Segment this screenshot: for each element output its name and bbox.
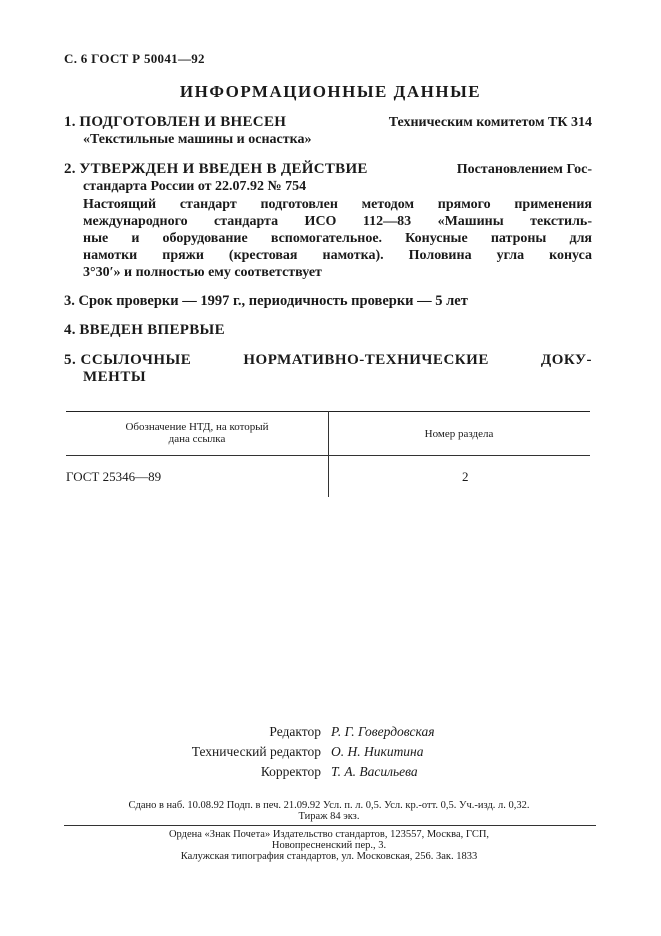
item-1-number: 1. [64, 114, 76, 130]
page-header: С. 6 ГОСТ Р 50041—92 [64, 51, 205, 66]
item-2-para-line-3: ные и оборудование вспомогательное. Конусные патроны для [83, 231, 592, 246]
item-2-para-line-2: международного стандарта ИСО 112—83 «Машины текстиль- [83, 214, 592, 229]
item-5-number: 5. [64, 352, 77, 368]
imprint-line-3: Ордена «Знак Почета» Издательство стандартов, 123557, Москва, ГСП, [168, 829, 490, 840]
credit-role-editor: Редактор [269, 724, 321, 739]
credit-role-tech-editor: Технический редактор [191, 744, 321, 759]
item-2 [64, 161, 592, 281]
imprint-line-5: Калужская типография стандартов, ул. Московская, 256. Зак. 1833 [180, 851, 478, 862]
credit-name-proofreader: Т. А. Васильева [331, 764, 418, 779]
item-2-paragraph [64, 196, 592, 281]
credit-name-editor: Р. Г. Говердовская [331, 724, 435, 739]
imprint-line-2: Тираж 84 экз. [298, 811, 360, 822]
item-5-line2: МЕНТЫ [83, 369, 147, 385]
item-1 [64, 114, 592, 148]
credit-name-tech-editor: О. Н. Никитина [331, 744, 424, 759]
item-3 [64, 293, 592, 310]
table-cell-document: ГОСТ 25346—89 [66, 469, 162, 484]
imprint-rule [64, 825, 596, 826]
page-title: ИНФОРМАЦИОННЫЕ ДАННЫЕ [179, 82, 482, 101]
item-2-para-line-5: 3°30′» и полностью ему соответствует [83, 265, 322, 280]
table-header-section: Номер раздела [424, 428, 494, 440]
item-1-text: Техническим комитетом ТК 314 [388, 115, 592, 130]
item-4 [64, 322, 592, 339]
item-1-lead: ПОДГОТОВЛЕН И ВНЕСЕН [79, 114, 287, 130]
reference-table [66, 411, 590, 497]
item-2-line2: стандарта России от 22.07.92 № 754 [83, 179, 307, 194]
item-2-text: Постановлением Гос- [456, 162, 592, 177]
table-header-document [66, 421, 328, 445]
item-1-line2: «Текстильные машины и оснастка» [83, 132, 312, 147]
item-3-number: 3. [64, 293, 75, 309]
imprint-line-4: Новопресненский пер., 3. [271, 840, 387, 851]
table-header-document-line-2: дана ссылка [168, 433, 226, 445]
imprint-line-1: Сдано в наб. 10.08.92 Подп. в печ. 21.09.92 Усл. п. л. 0,5. Усл. кр.-отт. 0,5. Уч.-изд. л. 0,32. [128, 800, 530, 811]
item-4-number: 4. [64, 322, 76, 338]
table-column-divider [328, 411, 329, 497]
item-2-number: 2. [64, 161, 76, 177]
item-2-para-line-1: Настоящий стандарт подготовлен методом прямого применения [83, 197, 592, 212]
credit-role-proofreader: Корректор [260, 764, 321, 779]
table-cell-section: 2 [462, 469, 469, 484]
item-5-word-2: НОРМАТИВНО-ТЕХНИЧЕСКИЕ [243, 352, 489, 368]
item-5 [64, 352, 592, 386]
table-header-document-line-1: Обозначение НТД, на который [125, 421, 269, 433]
item-5-word-3: ДОКУ- [540, 352, 592, 368]
item-5-word-1: ССЫЛОЧНЫЕ [80, 352, 192, 368]
item-3-text: Срок проверки — 1997 г., периодичность проверки — 5 лет [78, 293, 468, 309]
item-2-para-line-4: намотки пряжи (крестовая намотка). Половина угла конуса [83, 248, 592, 263]
item-4-text: ВВЕДЕН ВПЕРВЫЕ [79, 322, 225, 338]
item-2-lead: УТВЕРЖДЕН И ВВЕДЕН В ДЕЙСТВИЕ [79, 161, 368, 177]
